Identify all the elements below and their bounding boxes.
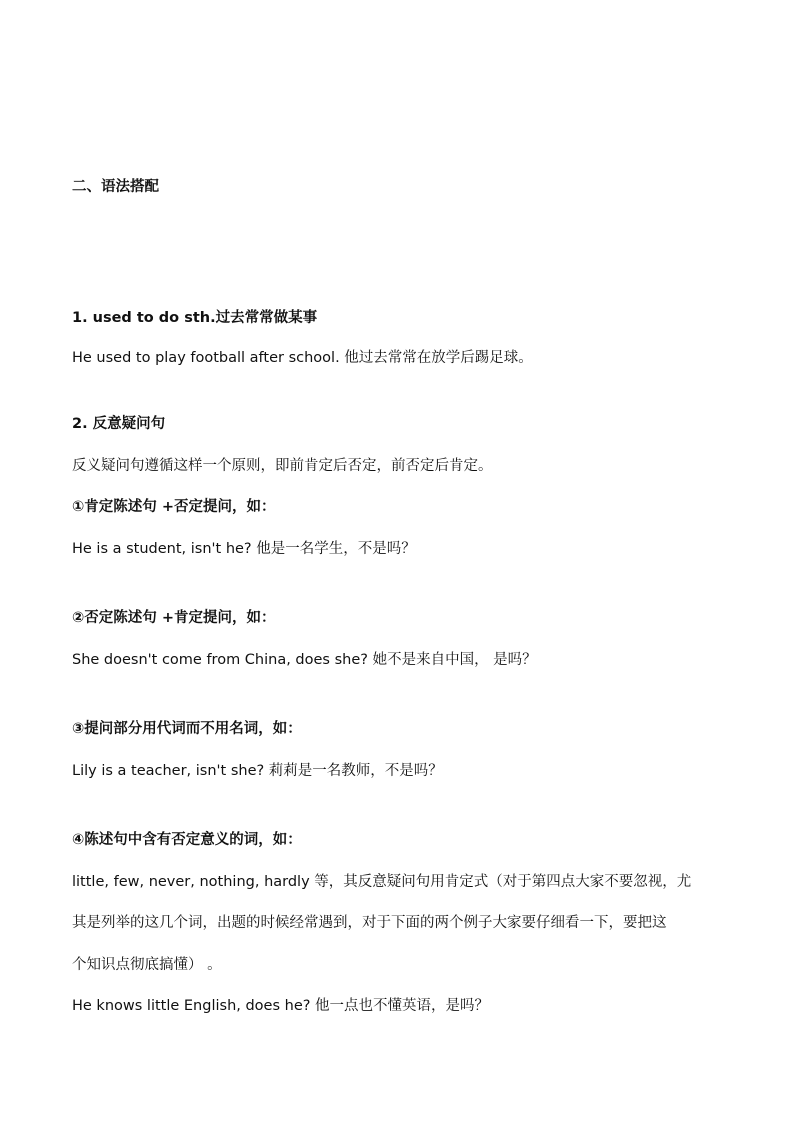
rule4-example: He knows little English, does he? 他一点也不懂英语，是吗？ — [72, 998, 490, 1014]
rule4-title: ④陈述句中含有否定意义的词，如： — [72, 832, 302, 848]
rule1-example: He is a student, isn't he? 他是一名学生，不是吗？ — [72, 541, 416, 557]
rule3-example: Lily is a teacher, isn't she? 莉莉是一名教师，不是吗？ — [72, 763, 443, 779]
rule2-example: She doesn't come from China, does she? 她不是来自中国， 是吗？ — [72, 652, 537, 668]
item1-example: He used to play football after school. 他过去常常在放学后踢足球。 — [72, 350, 533, 366]
rule2-title: ②否定陈述句 +肯定提问，如： — [72, 610, 276, 626]
rule3-title: ③提问部分用代词而不用名词，如： — [72, 721, 302, 737]
rule4-paragraph-line-1: little, few, never, nothing, hardly 等，其反意疑问句用肯定式（对于第四点大家不要忽视，尤 — [72, 874, 692, 890]
item2-heading: 2. 反意疑问句 — [72, 416, 166, 432]
section-title: 二、语法搭配 — [72, 179, 159, 195]
rule4-paragraph-line-3: 个知识点彻底搞懂） 。 — [72, 957, 222, 973]
rule1-title: ①肯定陈述句 +否定提问，如： — [72, 499, 276, 515]
item1-heading: 1. used to do sth.过去常常做某事 — [72, 310, 318, 326]
rule4-paragraph-line-2: 其是列举的这几个词，出题的时候经常遇到，对于下面的两个例子大家要仔细看一下，要把这 — [72, 915, 667, 931]
item2-intro: 反义疑问句遵循这样一个原则，即前肯定后否定，前否定后肯定。 — [72, 458, 493, 474]
